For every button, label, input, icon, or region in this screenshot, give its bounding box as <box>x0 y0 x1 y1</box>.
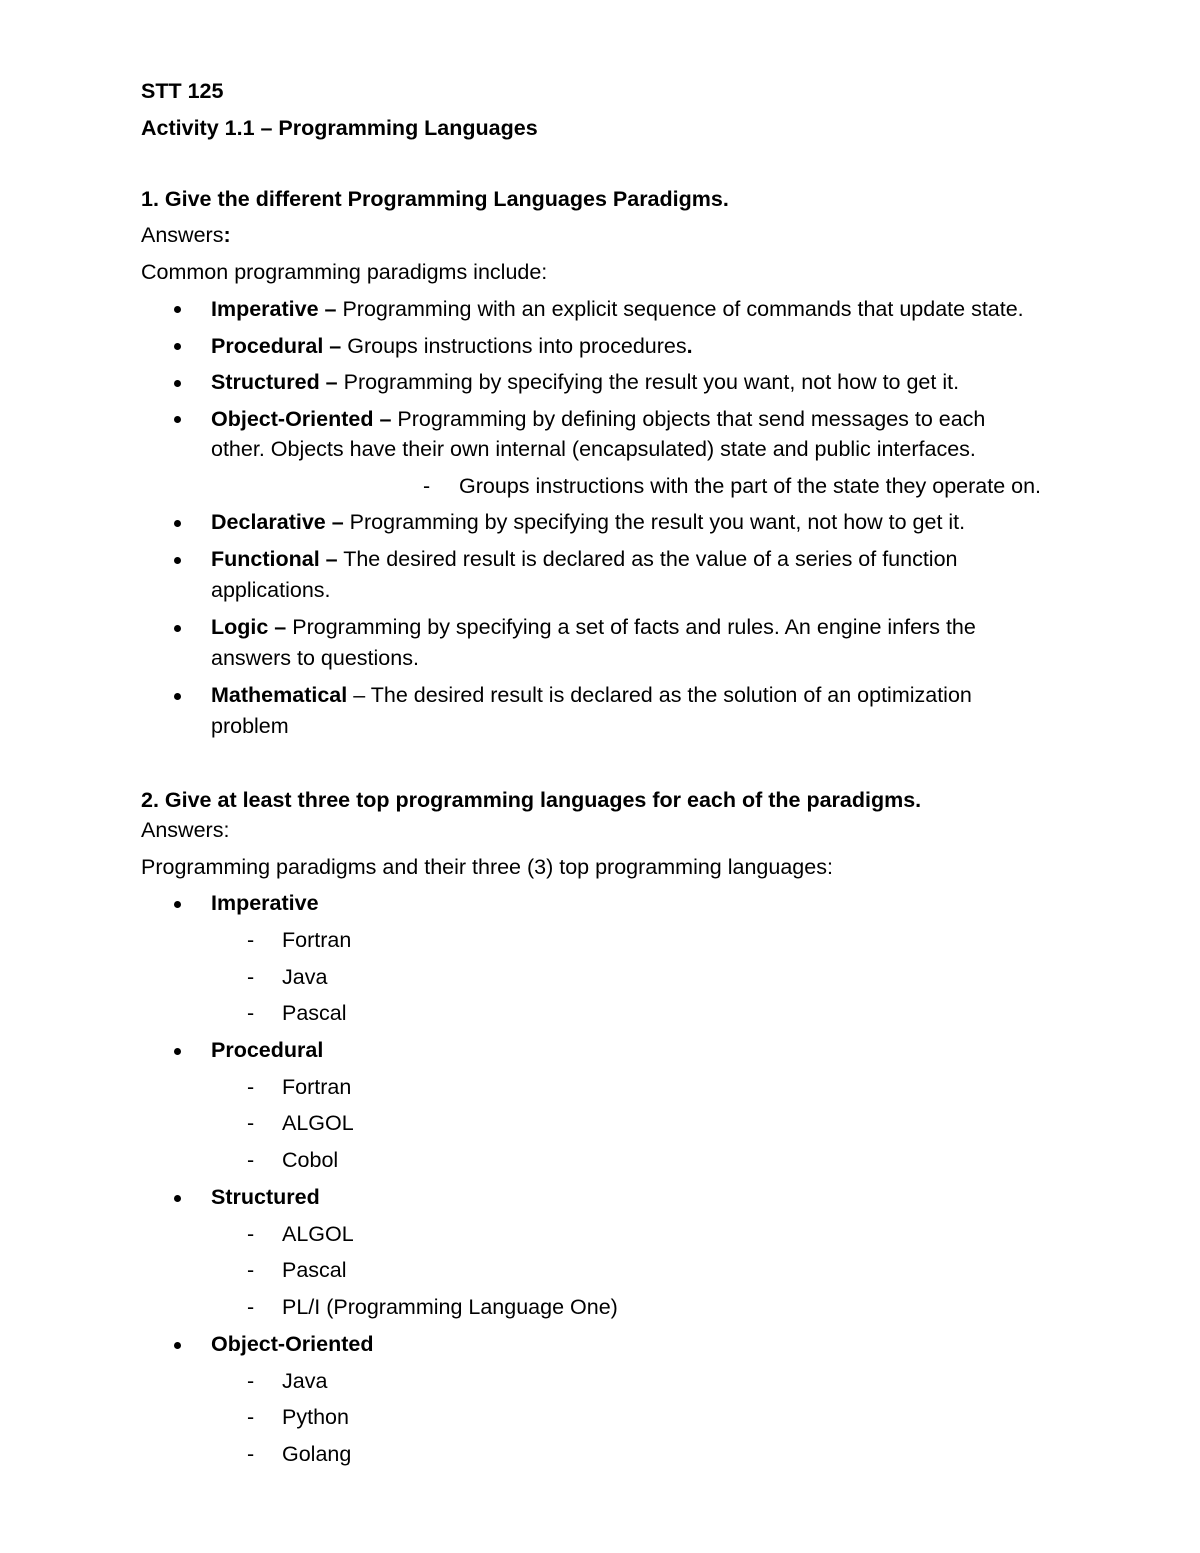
bullet-icon <box>174 557 181 564</box>
list-item: Object-Oriented – Programming by defining objects that send messages to each <box>211 407 986 431</box>
list-item: Functional – The desired result is declared as the value of a series of function <box>211 547 958 571</box>
language-item: Cobol <box>282 1148 339 1172</box>
dash-icon: - <box>247 1001 255 1025</box>
dash-icon: - <box>247 1075 255 1099</box>
dash-icon: - <box>247 1295 255 1319</box>
language-item: Java <box>282 1369 328 1393</box>
bullet-icon <box>174 343 181 350</box>
list-item-continuation: other. Objects have their own internal (encapsulated) state and public interfaces. <box>211 437 976 461</box>
q1-intro: Common programming paradigms include: <box>141 260 548 284</box>
dash-icon: - <box>423 474 431 498</box>
list-item: Declarative – Programming by specifying the result you want, not how to get it. <box>211 510 966 534</box>
dash-icon: - <box>247 1442 255 1466</box>
paradigm-heading: Structured <box>211 1185 320 1209</box>
bullet-icon <box>174 901 181 908</box>
course-code: STT 125 <box>141 79 224 103</box>
q2-intro: Programming paradigms and their three (3) top programming languages: <box>141 855 833 879</box>
paradigm-heading: Object-Oriented <box>211 1332 374 1356</box>
dash-icon: - <box>247 928 255 952</box>
language-item: PL/I (Programming Language One) <box>282 1295 618 1319</box>
answers-label-1: Answers: <box>141 223 231 247</box>
dash-icon: - <box>247 1222 255 1246</box>
bullet-icon <box>174 520 181 527</box>
list-item: Logic – Programming by specifying a set of facts and rules. An engine infers the <box>211 615 976 639</box>
list-item: Structured – Programming by specifying the result you want, not how to get it. <box>211 370 960 394</box>
bullet-icon <box>174 1342 181 1349</box>
language-item: Pascal <box>282 1001 347 1025</box>
bullet-icon <box>174 625 181 632</box>
bullet-icon <box>174 416 181 423</box>
language-item: Java <box>282 965 328 989</box>
dash-icon: - <box>247 965 255 989</box>
language-item: Fortran <box>282 928 352 952</box>
bullet-icon <box>174 1195 181 1202</box>
bullet-icon <box>174 693 181 700</box>
dash-icon: - <box>247 1369 255 1393</box>
list-item: Mathematical – The desired result is declared as the solution of an optimization <box>211 683 972 707</box>
dash-icon: - <box>247 1405 255 1429</box>
question-1: 1. Give the different Programming Languages Paradigms. <box>141 187 729 211</box>
question-2: 2. Give at least three top programming languages for each of the paradigms. <box>141 788 922 812</box>
dash-icon: - <box>247 1258 255 1282</box>
dash-icon: - <box>247 1111 255 1135</box>
answers-label-2: Answers: <box>141 818 230 842</box>
activity-title: Activity 1.1 – Programming Languages <box>141 116 538 140</box>
language-item: Pascal <box>282 1258 347 1282</box>
list-item: Imperative – Programming with an explicit sequence of commands that update state. <box>211 297 1024 321</box>
list-item-continuation: applications. <box>211 578 331 602</box>
list-item: Procedural – Groups instructions into procedures. <box>211 334 693 358</box>
language-item: ALGOL <box>282 1111 354 1135</box>
paradigm-heading: Imperative <box>211 891 319 915</box>
bullet-icon <box>174 380 181 387</box>
paradigm-heading: Procedural <box>211 1038 324 1062</box>
language-item: Fortran <box>282 1075 352 1099</box>
language-item: Python <box>282 1405 349 1429</box>
bullet-icon <box>174 306 181 313</box>
dash-icon: - <box>247 1148 255 1172</box>
language-item: Golang <box>282 1442 352 1466</box>
list-item-continuation: problem <box>211 714 289 738</box>
bullet-icon <box>174 1048 181 1055</box>
list-item-continuation: answers to questions. <box>211 646 419 670</box>
sub-item: Groups instructions with the part of the state they operate on. <box>459 474 1042 498</box>
language-item: ALGOL <box>282 1222 354 1246</box>
